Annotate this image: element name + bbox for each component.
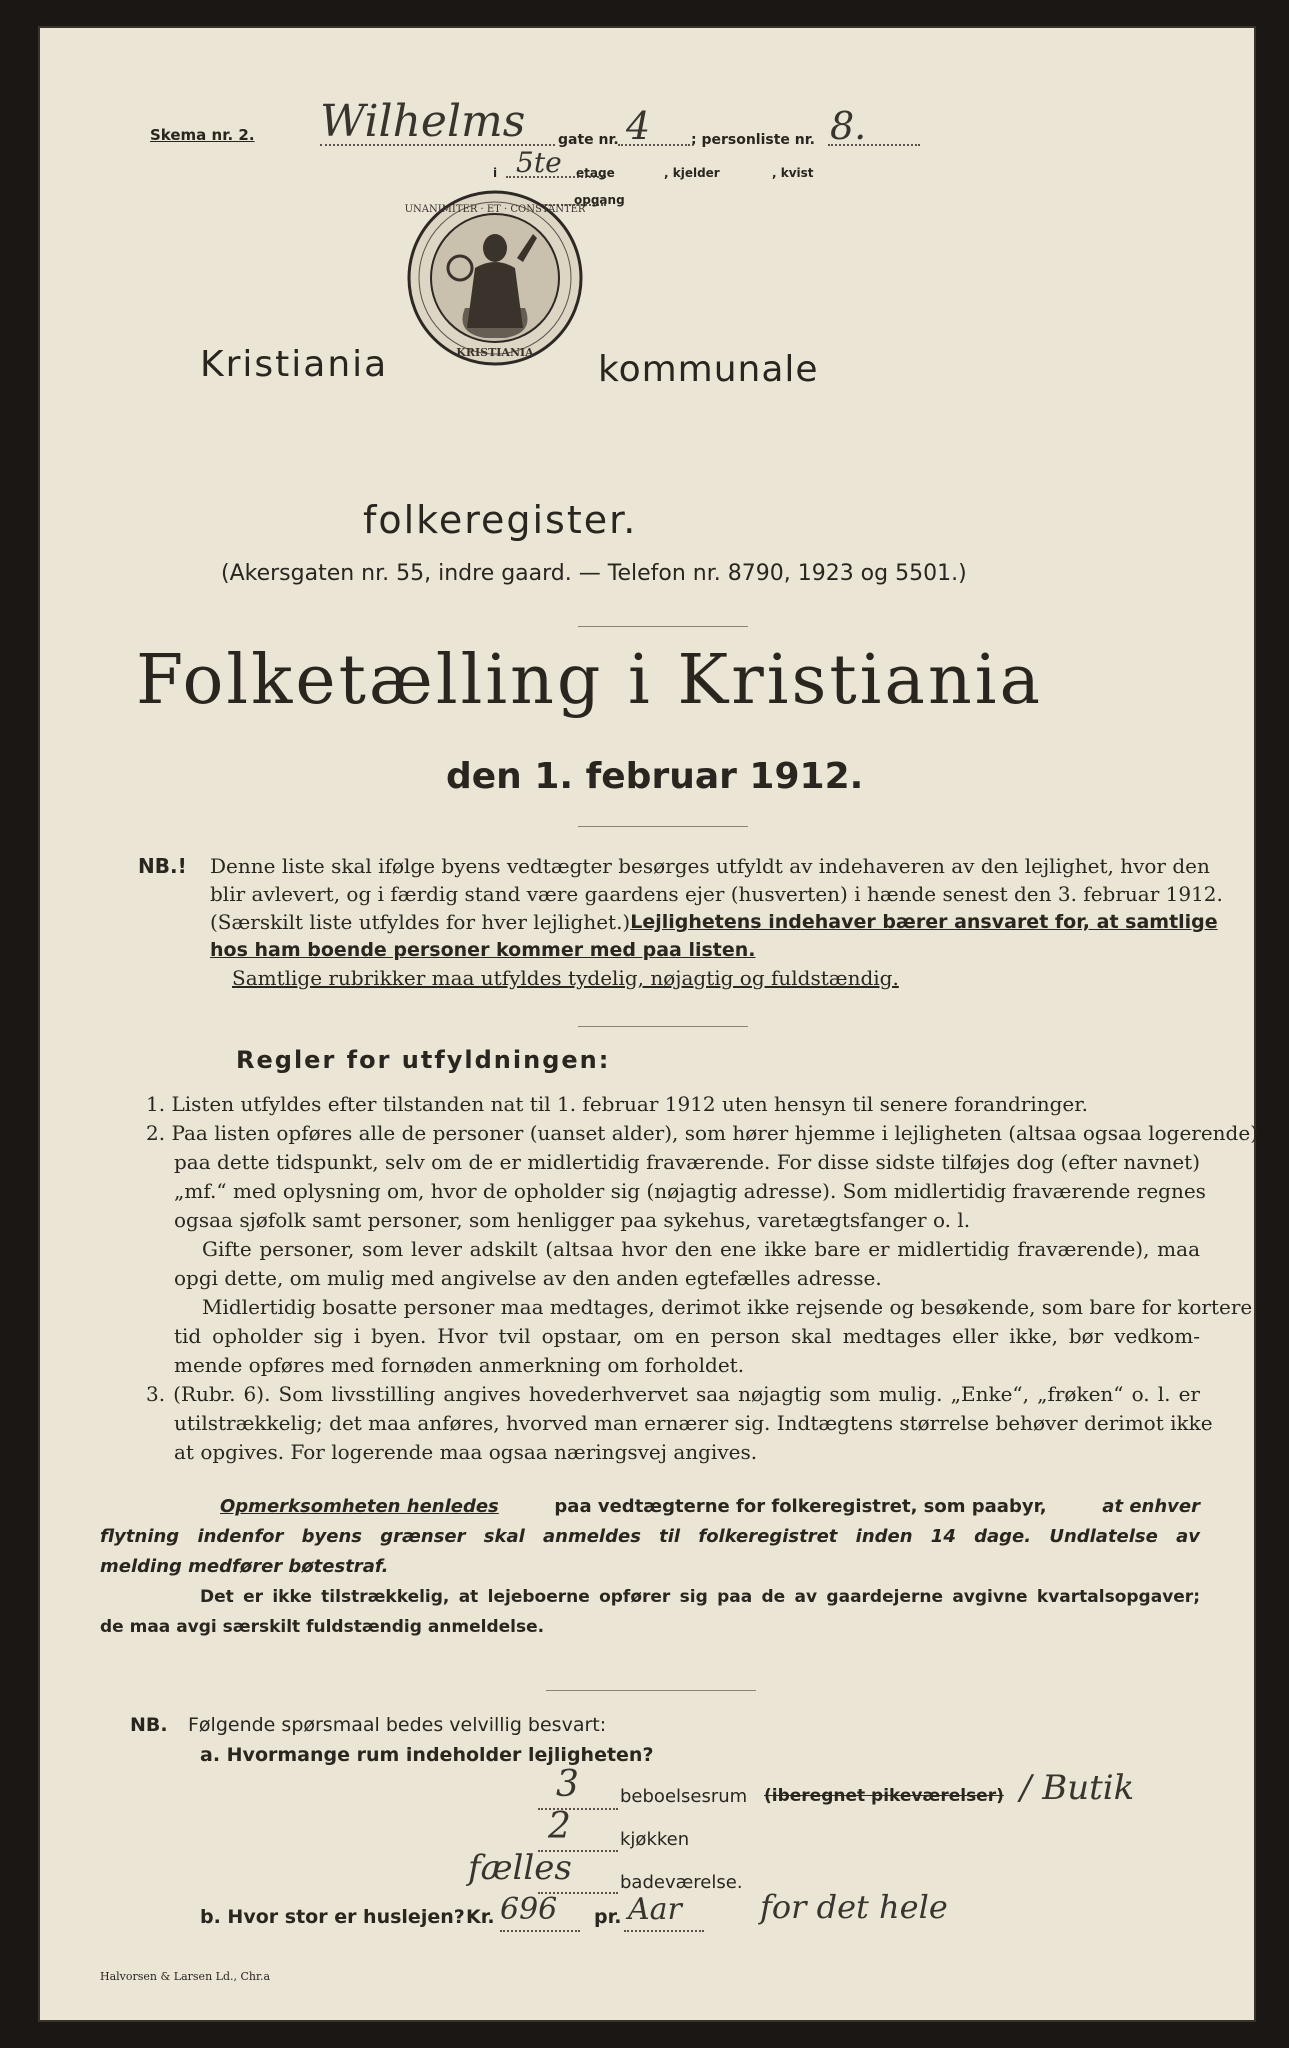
rooms-extra-handwritten: / Butik (1020, 1768, 1135, 1808)
rule-line: „mf.“ med oplysning om, hvor de opholder sig (nøjagtig adresse). Som midlertidig fraværende regnes (174, 1179, 1206, 1203)
rule-line: ogsaa sjøfolk samt personer, som henligger paa sykehus, varetægtsfanger o. l. (174, 1208, 971, 1232)
kitchen-label: kjøkken (620, 1829, 690, 1850)
notice-part: paa vedtægterne for folkeregistret, som paabyr, (554, 1496, 1047, 1517)
i-label: i (493, 166, 498, 180)
nb-line: Denne liste skal ifølge byens vedtægter besørges utfyldt av indehaveren av den lejlighet, hvor den (210, 854, 1210, 878)
notice-line: de maa avgi særskilt fuldstændig anmeldelse. (100, 1617, 545, 1637)
census-form (38, 26, 1256, 2022)
rule-line: paa dette tidspunkt, selv om de er midlertidig fraværende. For disse sidste tilføjes dog (efter navnet) (174, 1150, 1200, 1174)
question-a: a. Hvormange rum indeholder lejligheten? (200, 1744, 654, 1766)
rule-line: Gifte personer, som lever adskilt (altsaa hvor den ene ikke bare er midlertidig fraværende), maa (202, 1237, 1200, 1261)
street-name-handwritten: Wilhelms (320, 96, 526, 147)
nb-label: NB.! (138, 854, 187, 878)
nb-emphasis: Lejlighetens indehaver bærer ansvaret for, at samtlige (630, 911, 1218, 933)
kjelder-label: , kjelder (664, 166, 720, 180)
nb-emphasis: hos ham boende personer kommer med paa listen. (210, 939, 756, 961)
org-address: (Akersgaten nr. 55, indre gaard. — Telefon nr. 8790, 1923 og 5501.) (221, 561, 967, 586)
rule-line: 1. Listen utfyldes efter tilstanden nat til 1. februar 1912 uten hensyn til senere forandringer. (146, 1092, 1088, 1116)
rule-line: 3. (Rubr. 6). Som livsstilling angives hovederhvervet saa nøjagtig som mulig. „Enke“, „frøken“ o. l. er (146, 1382, 1200, 1406)
personliste-label: ; personliste nr. (691, 132, 815, 148)
census-title: Folketælling i Kristiania (136, 641, 1044, 720)
org-left: Kristiania (200, 344, 389, 385)
census-date: den 1. februar 1912. (446, 756, 864, 797)
rent-handwritten: 696 (500, 1892, 558, 1927)
rooms-label: beboelsesrum (620, 1786, 748, 1807)
rule-line: at opgives. For logerende maa ogsaa næringsvej angives. (174, 1440, 758, 1464)
period-handwritten: Aar (628, 1892, 682, 1927)
rent-dotline (500, 1930, 580, 1932)
rent-note-handwritten: for det hele (760, 1888, 948, 1926)
rule-line: 2. Paa listen opføres alle de personer (uanset alder), som hører hjemme i lejligheten (altsaa ogsaa logerende) (146, 1121, 1258, 1145)
rule-line: mende opføres med fornøden anmerkning om forholdet. (174, 1353, 745, 1377)
kvist-label: , kvist (772, 166, 814, 180)
divider (578, 626, 748, 627)
nb-line: Samtlige rubrikker maa utfyldes tydelig, nøjagtig og fuldstændig. (232, 966, 899, 990)
kristiania-seal (405, 188, 585, 368)
gate-label: gate nr. (558, 132, 619, 148)
rules-heading: Regler for utfyldningen: (236, 1046, 611, 1074)
gate-number-handwritten: 4 (626, 104, 651, 148)
divider (578, 826, 748, 827)
rule-line: utilstrækkelig; det maa anføres, hvorved man ernærer sig. Indtægtens størrelse behøver derimot ikke (174, 1411, 1213, 1435)
rule-line: tid opholder sig i byen. Hvor tvil opstaar, om en person skal medtages eller ikke, bør vedkom- (174, 1324, 1200, 1348)
nb-line (210, 908, 1218, 936)
kitchen-handwritten: 2 (548, 1806, 571, 1847)
org-right: kommunale (598, 349, 819, 390)
period-dotline (624, 1930, 704, 1932)
rule-line: Midlertidig bosatte personer maa medtages, derimot ikke rejsende og besøkende, som bare for kortere (202, 1295, 1253, 1319)
nb-line-part: (Særskilt liste utfyldes for hver lejlighet.) (210, 910, 631, 934)
notice-line: Det er ikke tilstrækkelig, at lejeboerne opfører sig paa de av gaardejerne avgivne kvartalsopgaver; (200, 1587, 1200, 1607)
etage-label: etage (576, 166, 615, 180)
printer-imprint: Halvorsen & Larsen Ld., Chr.a (100, 1970, 271, 1983)
etage-handwritten: 5te (516, 146, 562, 179)
notice-part: at enhver (1102, 1496, 1200, 1517)
questions-nb: NB. (130, 1714, 168, 1736)
svg-text:UNANIMITER · ET · CONSTANTER: UNANIMITER · ET · CONSTANTER (405, 204, 585, 215)
bath-handwritten: fælles (468, 1848, 572, 1888)
rooms-handwritten: 3 (556, 1764, 579, 1805)
divider (578, 1026, 748, 1027)
notice-line: melding medfører bøtestraf. (100, 1556, 389, 1577)
rule-line: opgi dette, om mulig med angivelse av den anden egtefælles adresse. (174, 1266, 882, 1290)
divider (546, 1690, 756, 1691)
question-b: b. Hvor stor er huslejen? (200, 1906, 465, 1928)
nb-line: blir avlevert, og i færdig stand være gaardens ejer (husverten) i hænde senest den 3. februar 1912. (210, 882, 1223, 906)
org-folkeregister: folkeregister. (363, 498, 638, 542)
notice-line (100, 1492, 1200, 1522)
schema-number: Skema nr. 2. (150, 126, 255, 144)
questions-intro: Følgende spørsmaal bedes velvillig besvart: (188, 1714, 607, 1736)
opgang-label: opgang (574, 193, 625, 207)
pr-label: pr. (594, 1906, 622, 1928)
kr-label: Kr. (466, 1906, 495, 1928)
notice-line: flytning indenfor byens grænser skal anmeldes til folkeregistret inden 14 dage. Undlatelse av (100, 1526, 1200, 1547)
notice-emphasis: Opmerksomheten henledes (220, 1496, 499, 1517)
svg-text:KRISTIANIA: KRISTIANIA (456, 346, 534, 359)
personliste-number-handwritten: 8. (830, 104, 867, 148)
bath-label: badeværelse. (620, 1872, 743, 1893)
rooms-struck-text: (iberegnet pikeværelser) (764, 1786, 1004, 1806)
